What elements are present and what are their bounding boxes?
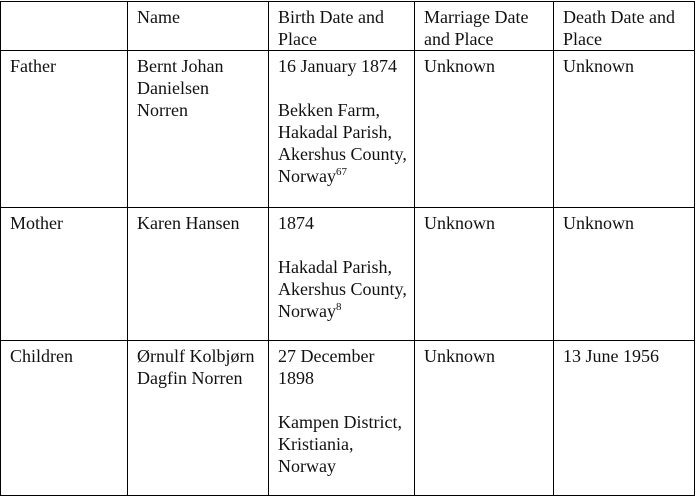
footnote-marker[interactable]: 8: [335, 301, 342, 313]
name-cell: Bernt Johan Danielsen Norren: [128, 51, 269, 208]
death-cell: 13 June 1956: [554, 341, 695, 496]
name-cell: Ørnulf Kolbjørn Dagfin Norren: [128, 341, 269, 496]
header-death: Death Date and Place: [554, 2, 695, 51]
name-cell: Karen Hansen: [128, 208, 269, 341]
marriage-cell: Unknown: [415, 341, 554, 496]
header-relation: [1, 2, 128, 51]
birth-place: Hakadal Parish, Akershus County, Norway: [278, 257, 407, 321]
footnote-marker[interactable]: 67: [335, 166, 347, 178]
relation-cell: Children: [1, 341, 128, 496]
header-birth: Birth Date and Place: [269, 2, 415, 51]
table-row: [1, 341, 695, 496]
birth-place: Kampen District, Kristiania, Norway: [278, 412, 402, 476]
birth-cell: [269, 341, 415, 496]
marriage-cell: Unknown: [415, 208, 554, 341]
birth-place-block: [278, 256, 409, 322]
relation-cell: Father: [1, 51, 128, 208]
birth-place-block: [278, 99, 409, 187]
header-marriage: Marriage Date and Place: [415, 2, 554, 51]
marriage-cell: Unknown: [415, 51, 554, 208]
death-cell: Unknown: [554, 208, 695, 341]
birth-date: 16 January 1874: [278, 56, 397, 76]
table-row: [1, 208, 695, 341]
family-group-table: [0, 1, 695, 496]
birth-date: 1874: [278, 213, 314, 233]
relation-cell: Mother: [1, 208, 128, 341]
table-row: [1, 51, 695, 208]
table-header-row: [1, 2, 695, 51]
birth-cell: [269, 51, 415, 208]
birth-cell: [269, 208, 415, 341]
birth-place-block: [278, 411, 409, 477]
header-name: Name: [128, 2, 269, 51]
death-cell: Unknown: [554, 51, 695, 208]
birth-date: 27 December 1898: [278, 346, 375, 388]
birth-place: Bekken Farm, Hakadal Parish, Akershus County, Norway: [278, 100, 407, 186]
